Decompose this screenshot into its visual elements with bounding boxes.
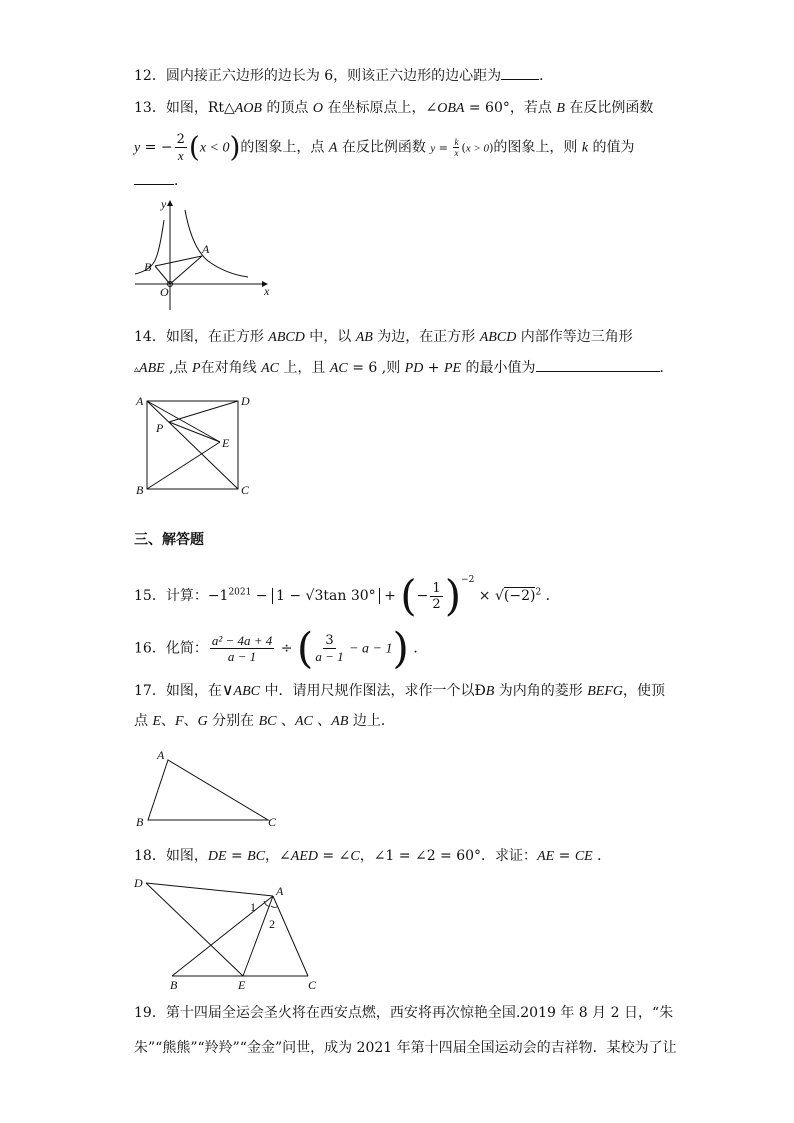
q13-line1: 13．如图，Rt△AOB 的顶点 O 在坐标原点上，∠OBA = 60°，若点 B 在反比例函数 bbox=[134, 100, 654, 116]
q17-line2: 点 E、F、G 分别在 BC 、AC 、AB 边上． bbox=[134, 713, 395, 729]
q12-line: 12．圆内接正六边形的边长为 6，则该正六边形的边心距为 ． bbox=[134, 65, 553, 86]
q14-label-E: E bbox=[222, 436, 230, 450]
q16-fraction-2: $\frac{3}{a - 1}$ bbox=[315, 633, 344, 664]
q14-label-A: A bbox=[136, 394, 144, 408]
q13-label-O: O bbox=[160, 285, 169, 299]
q12-answer-blank[interactable] bbox=[501, 65, 539, 80]
q13-fraction-k: $\frac{k}{x}$ bbox=[454, 137, 459, 158]
q15-line: 15．计算：$-1^{2021} - 1 - √3\tan$ 30° + (− $\frac{1}{2}$ )$^{-2} \times √(-2)^2$ ． bbox=[134, 571, 560, 620]
q17-label-B: B bbox=[136, 815, 144, 829]
q16-fraction-1: $\frac{\text{a² − 4a + 4}}{a - 1}$ bbox=[211, 633, 273, 664]
q15-fraction: $\frac{1}{2}$ bbox=[432, 580, 441, 612]
q17-line1: 17．如图，在∨ABC 中．请用尺规作图法，求作一个以ÐB 为内角的菱形 BEFG，使顶 bbox=[134, 680, 665, 699]
q13-label-y: y bbox=[161, 197, 167, 211]
q17-label-C: C bbox=[268, 815, 277, 829]
q18-label-D: D bbox=[134, 876, 143, 890]
q16-line: 16．化简： $\frac{\text{a² − 4a + 4}}{a - 1}$ ÷ ( $\frac{3}{a - 1}$ − a − 1) ． bbox=[134, 623, 428, 673]
q18-label-1: 1 bbox=[250, 900, 256, 914]
q13-label-A: A bbox=[202, 242, 210, 256]
q14-line1: 14．如图，在正方形 ABCD 中，以 AB 为边，在正方形 ABCD 内部作等边三角形 bbox=[134, 329, 633, 345]
q13-fraction: $\frac{2}{x}$ bbox=[176, 132, 185, 163]
q18-label-2: 2 bbox=[269, 917, 275, 931]
q13-line2: y = − $\frac{2}{x}$ (x < 0)的图象上，点 A 在反比例函数 y = $\frac{k}{x}$ (x > 0)的图象上，则 k 的值为 bbox=[134, 130, 635, 164]
q14-figure bbox=[132, 392, 262, 497]
q18-line: 18．如图，DE = BC，∠AED = ∠C，∠1 = ∠2 = 60°．求证：AE = CE ． bbox=[134, 848, 612, 864]
q14-label-B: B bbox=[136, 483, 144, 497]
q13-figure bbox=[130, 198, 270, 313]
q13-answer-blank[interactable] bbox=[134, 170, 174, 185]
q14-line2: ▵ABE ,点 P在对角线 AC 上，且 AC = 6 ,则 PD + PE 的最小值为 ． bbox=[134, 357, 674, 380]
q18-label-C: C bbox=[308, 978, 317, 992]
q17-figure bbox=[132, 745, 282, 830]
q13-line3: ． bbox=[134, 170, 188, 191]
q18-label-E: E bbox=[238, 978, 246, 992]
q14-label-P: P bbox=[156, 421, 164, 435]
section-title: 三、解答题 bbox=[134, 532, 204, 548]
q14-answer-blank[interactable] bbox=[536, 357, 660, 372]
q19-line2: 朱”“熊熊”“羚羚”“金金”问世，成为 2021 年第十四届全国运动会的吉祥物．某校为了让 bbox=[134, 1040, 677, 1056]
q18-label-B: B bbox=[170, 978, 178, 992]
q14-label-D: D bbox=[241, 394, 250, 408]
q19-line1: 19．第十四届全运会圣火将在西安点燃，西安将再次惊艳全国.2019 年 8 月 2 日，“朱 bbox=[134, 1005, 674, 1021]
q13-label-x: x bbox=[264, 284, 270, 298]
q18-figure bbox=[132, 873, 332, 992]
q14-label-C: C bbox=[241, 483, 250, 497]
q13-label-B: B bbox=[144, 260, 152, 274]
q12-text: 12．圆内接正六边形的边长为 6，则该正六边形的边心距为 bbox=[134, 68, 502, 84]
q17-label-A: A bbox=[157, 748, 165, 762]
q18-label-A: A bbox=[276, 884, 284, 898]
